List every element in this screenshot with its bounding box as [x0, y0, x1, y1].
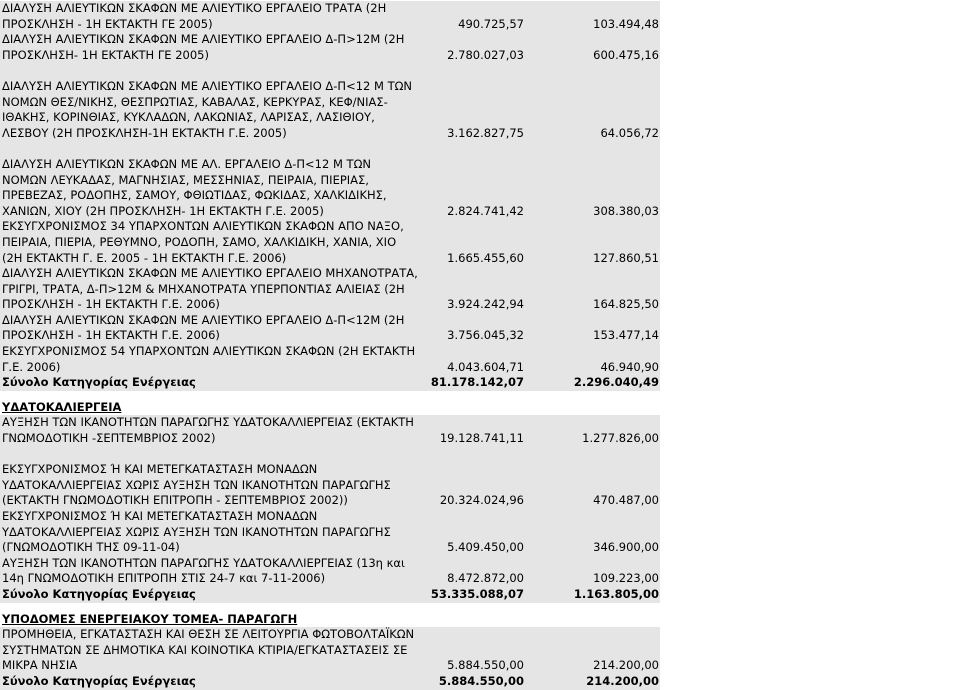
description-cell — [0, 391, 424, 400]
description-cell: ΠΡΟΜΗΘΕΙΑ, ΕΓΚΑΤΑΣΤΑΣΗ ΚΑΙ ΘΕΣΗ ΣΕ ΛΕΙΤΟΥΡΓΙΑ ΦΩΤΟΒΟΛΤΑΪΚΩΝ ΣΥΣΤΗΜΑΤΩΝ ΣΕ ΔΗΜΟΤΙΚΑ ΚΑΙ ΚΟΙΝΟΤΙΚΑ ΚΤΙΡΙΑ/ΕΓΚΑΤΑΣΤΑΣΕΙΣ ΣΕ ΜΙΚΡΑ ΝΗΣΙΑ — [0, 627, 424, 674]
amount-cell — [525, 603, 660, 612]
table-row — [0, 63, 660, 141]
description-cell: ΔΙΑΛΥΣΗ ΑΛΙΕΥΤΙΚΩΝ ΣΚΑΦΩΝ ΜΕ ΑΛ. ΕΡΓΑΛΕΙΟ Δ-Π<12 Μ ΤΩΝ ΝΟΜΩΝ ΛΕΥΚΑΔΑΣ, ΜΑΓΝΗΣΙΑΣ, ΜΕΣΣΗΝΙΑΣ, ΠΕΙΡΑΙΑ, ΠΙΕΡΙΑΣ, ΠΡΕΒΕΖΑΣ, ΡΟΔΟΠΗΣ, ΣΑΜΟΥ, ΦΘΙΩΤΙΔΑΣ, ΦΩΚΙΔΑΣ, ΧΑΛΚΙΔΙΚΗΣ, ΧΑΝΙΩΝ, ΧΙΟΥ (2Η ΠΡΟΣΚΛΗΣΗ- 1Η ΕΚΤΑΚΤΗ Γ.Ε. 2005) — [0, 141, 424, 219]
section-heading-row — [0, 612, 660, 628]
amount-cell: 1.665.455,60 — [424, 219, 525, 266]
amount-cell — [424, 612, 525, 628]
amount-cell — [525, 612, 660, 628]
amount-cell: 53.335.088,07 — [424, 587, 525, 603]
total-row — [0, 587, 660, 603]
budget-table — [0, 1, 660, 690]
amount-cell: 20.324.024,96 — [424, 447, 525, 509]
description-cell: ΥΠΟΔΟΜΕΣ ΕΝΕΡΓΕΙΑΚΟΥ ΤΟΜΕΑ- ΠΑΡΑΓΩΓΗ — [0, 612, 424, 628]
amount-cell: 470.487,00 — [525, 447, 660, 509]
description-cell: ΕΚΣΥΓΧΡΟΝΙΣΜΟΣ Ή ΚΑΙ ΜΕΤΕΓΚΑΤΑΣΤΑΣΗ ΜΟΝΑΔΩΝ ΥΔΑΤΟΚΑΛΛΙΕΡΓΕΙΑΣ ΧΩΡΙΣ ΑΥΞΗΣΗ ΤΩΝ ΙΚΑΝΟΤΗΤΩΝ ΠΑΡΑΓΩΓΗΣ (ΕΚΤΑΚΤΗ ΓΝΩΜΟΔΟΤΙΚΗ ΕΠΙΤΡΟΠΗ - ΣΕΠΤΕΜΒΡΙΟΣ 2002)) — [0, 447, 424, 509]
description-cell: ΑΥΞΗΣΗ ΤΩΝ ΙΚΑΝΟΤΗΤΩΝ ΠΑΡΑΓΩΓΗΣ ΥΔΑΤΟΚΑΛΛΙΕΡΓΕΙΑΣ (13η και 14η ΓΝΩΜΟΔΟΤΙΚΗ ΕΠΙΤΡΟΠΗ ΣΤΙΣ 24-7 και 7-11-2006) — [0, 556, 424, 587]
description-cell: Σύνολο Κατηγορίας Ενέργειας — [0, 587, 424, 603]
amount-cell: 2.824.741,42 — [424, 141, 525, 219]
amount-cell: 1.163.805,00 — [525, 587, 660, 603]
description-cell: ΕΚΣΥΓΧΡΟΝΙΣΜΟΣ 34 ΥΠΑΡΧΟΝΤΩΝ ΑΛΙΕΥΤΙΚΩΝ ΣΚΑΦΩΝ ΑΠΟ ΝΑΞΟ, ΠΕΙΡΑΙΑ, ΠΙΕΡΙΑ, ΡΕΘΥΜΝΟ, ΡΟΔΟΠΗ, ΣΑΜΟ, ΧΑΛΚΙΔΙΚΗ, ΧΑΝΙΑ, ΧΙΟ (2Η ΕΚΤΑΚΤΗ Γ. Ε. 2005 - 1Η ΕΚΤΑΚΤΗ Γ.Ε. 2006) — [0, 219, 424, 266]
total-row — [0, 375, 660, 391]
amount-cell: 19.128.741,11 — [424, 415, 525, 446]
amount-cell: 81.178.142,07 — [424, 375, 525, 391]
description-cell: ΔΙΑΛΥΣΗ ΑΛΙΕΥΤΙΚΩΝ ΣΚΑΦΩΝ ΜΕ ΑΛΙΕΥΤΙΚΟ ΕΡΓΑΛΕΙΟ ΤΡΑΤΑ (2Η ΠΡΟΣΚΛΗΣΗ - 1Η ΕΚΤΑΚΤΗ ΓΕ 2005) — [0, 1, 424, 32]
amount-cell: 153.477,14 — [525, 313, 660, 344]
spacer-row — [0, 391, 660, 400]
table-row — [0, 415, 660, 446]
amount-cell: 308.380,03 — [525, 141, 660, 219]
table-row — [0, 32, 660, 63]
spacer-row — [0, 603, 660, 612]
description-cell: ΔΙΑΛΥΣΗ ΑΛΙΕΥΤΙΚΩΝ ΣΚΑΦΩΝ ΜΕ ΑΛΙΕΥΤΙΚΟ ΕΡΓΑΛΕΙΟ ΜΗΧΑΝΟΤΡΑΤΑ, ΓΡΙΓΡΙ, ΤΡΑΤΑ, Δ-Π>12Μ & ΜΗΧΑΝΟΤΡΑΤΑ ΥΠΕΡΠΟΝΤΙΑΣ ΑΛΙΕΙΑΣ (2Η ΠΡΟΣΚΛΗΣΗ - 1Η ΕΚΤΑΚΤΗ Γ.Ε. 2006) — [0, 266, 424, 313]
amount-cell: 346.900,00 — [525, 509, 660, 556]
description-cell: ΔΙΑΛΥΣΗ ΑΛΙΕΥΤΙΚΩΝ ΣΚΑΦΩΝ ΜΕ ΑΛΙΕΥΤΙΚΟ ΕΡΓΑΛΕΙΟ Δ-Π<12 Μ ΤΩΝ ΝΟΜΩΝ ΘΕΣ/ΝΙΚΗΣ, ΘΕΣΠΡΩΤΙΑΣ, ΚΑΒΑΛΑΣ, ΚΕΡΚΥΡΑΣ, ΚΕΦ/ΝΙΑΣ- ΙΘΑΚΗΣ, ΚΟΡΙΝΘΙΑΣ, ΚΥΚΛΑΔΩΝ, ΛΑΚΩΝΙΑΣ, ΛΑΡΙΣΑΣ, ΛΑΣΙΘΙΟΥ, ΛΕΣΒΟΥ (2Η ΠΡΟΣΚΛΗΣΗ-1Η ΕΚΤΑΚΤΗ Γ.Ε. 2005) — [0, 63, 424, 141]
table-row — [0, 313, 660, 344]
amount-cell: 46.940,90 — [525, 344, 660, 375]
amount-cell: 2.780.027,03 — [424, 32, 525, 63]
amount-cell: 5.884.550,00 — [424, 674, 525, 690]
table-row — [0, 556, 660, 587]
amount-cell: 5.409.450,00 — [424, 509, 525, 556]
table-row — [0, 509, 660, 556]
amount-cell — [525, 391, 660, 400]
description-cell: Σύνολο Κατηγορίας Ενέργειας — [0, 375, 424, 391]
amount-cell: 490.725,57 — [424, 1, 525, 32]
description-cell: ΑΥΞΗΣΗ ΤΩΝ ΙΚΑΝΟΤΗΤΩΝ ΠΑΡΑΓΩΓΗΣ ΥΔΑΤΟΚΑΛΛΙΕΡΓΕΙΑΣ (ΕΚΤΑΚΤΗ ΓΝΩΜΟΔΟΤΙΚΗ -ΣΕΠΤΕΜΒΡΙΟΣ 2002) — [0, 415, 424, 446]
table-row — [0, 627, 660, 674]
amount-cell: 4.043.604,71 — [424, 344, 525, 375]
amount-cell: 214.200,00 — [525, 674, 660, 690]
table-row — [0, 141, 660, 219]
amount-cell: 103.494,48 — [525, 1, 660, 32]
amount-cell: 3.924.242,94 — [424, 266, 525, 313]
amount-cell: 600.475,16 — [525, 32, 660, 63]
section-heading-row — [0, 400, 660, 416]
amount-cell: 127.860,51 — [525, 219, 660, 266]
amount-cell: 214.200,00 — [525, 627, 660, 674]
amount-cell: 164.825,50 — [525, 266, 660, 313]
description-cell: ΕΚΣΥΓΧΡΟΝΙΣΜΟΣ Ή ΚΑΙ ΜΕΤΕΓΚΑΤΑΣΤΑΣΗ ΜΟΝΑΔΩΝ ΥΔΑΤΟΚΑΛΛΙΕΡΓΕΙΑΣ ΧΩΡΙΣ ΑΥΞΗΣΗ ΤΩΝ ΙΚΑΝΟΤΗΤΩΝ ΠΑΡΑΓΩΓΗΣ (ΓΝΩΜΟΔΟΤΙΚΗ ΤΗΣ 09-11-04) — [0, 509, 424, 556]
amount-cell: 3.756.045,32 — [424, 313, 525, 344]
description-cell: ΔΙΑΛΥΣΗ ΑΛΙΕΥΤΙΚΩΝ ΣΚΑΦΩΝ ΜΕ ΑΛΙΕΥΤΙΚΟ ΕΡΓΑΛΕΙΟ Δ-Π<12Μ (2Η ΠΡΟΣΚΛΗΣΗ - 1Η ΕΚΤΑΚΤΗ Γ.Ε. 2006) — [0, 313, 424, 344]
amount-cell: 64.056,72 — [525, 63, 660, 141]
table-row — [0, 219, 660, 266]
amount-cell — [525, 400, 660, 416]
description-cell — [0, 603, 424, 612]
description-cell: ΕΚΣΥΓΧΡΟΝΙΣΜΟΣ 54 ΥΠΑΡΧΟΝΤΩΝ ΑΛΙΕΥΤΙΚΩΝ ΣΚΑΦΩΝ (2Η ΕΚΤΑΚΤΗ Γ.Ε. 2006) — [0, 344, 424, 375]
amount-cell — [424, 603, 525, 612]
description-cell: Σύνολο Κατηγορίας Ενέργειας — [0, 674, 424, 690]
description-cell: ΥΔΑΤΟΚΑΛΙΕΡΓΕΙΑ — [0, 400, 424, 416]
amount-cell: 1.277.826,00 — [525, 415, 660, 446]
table-row — [0, 1, 660, 32]
amount-cell — [424, 400, 525, 416]
amount-cell: 5.884.550,00 — [424, 627, 525, 674]
amount-cell: 2.296.040,49 — [525, 375, 660, 391]
table-row — [0, 447, 660, 509]
amount-cell — [424, 391, 525, 400]
amount-cell: 8.472.872,00 — [424, 556, 525, 587]
description-cell: ΔΙΑΛΥΣΗ ΑΛΙΕΥΤΙΚΩΝ ΣΚΑΦΩΝ ΜΕ ΑΛΙΕΥΤΙΚΟ ΕΡΓΑΛΕΙΟ Δ-Π>12Μ (2Η ΠΡΟΣΚΛΗΣΗ- 1Η ΕΚΤΑΚΤΗ ΓΕ 2005) — [0, 32, 424, 63]
table-row — [0, 266, 660, 313]
amount-cell: 3.162.827,75 — [424, 63, 525, 141]
amount-cell: 109.223,00 — [525, 556, 660, 587]
table-row — [0, 344, 660, 375]
total-row — [0, 674, 660, 690]
